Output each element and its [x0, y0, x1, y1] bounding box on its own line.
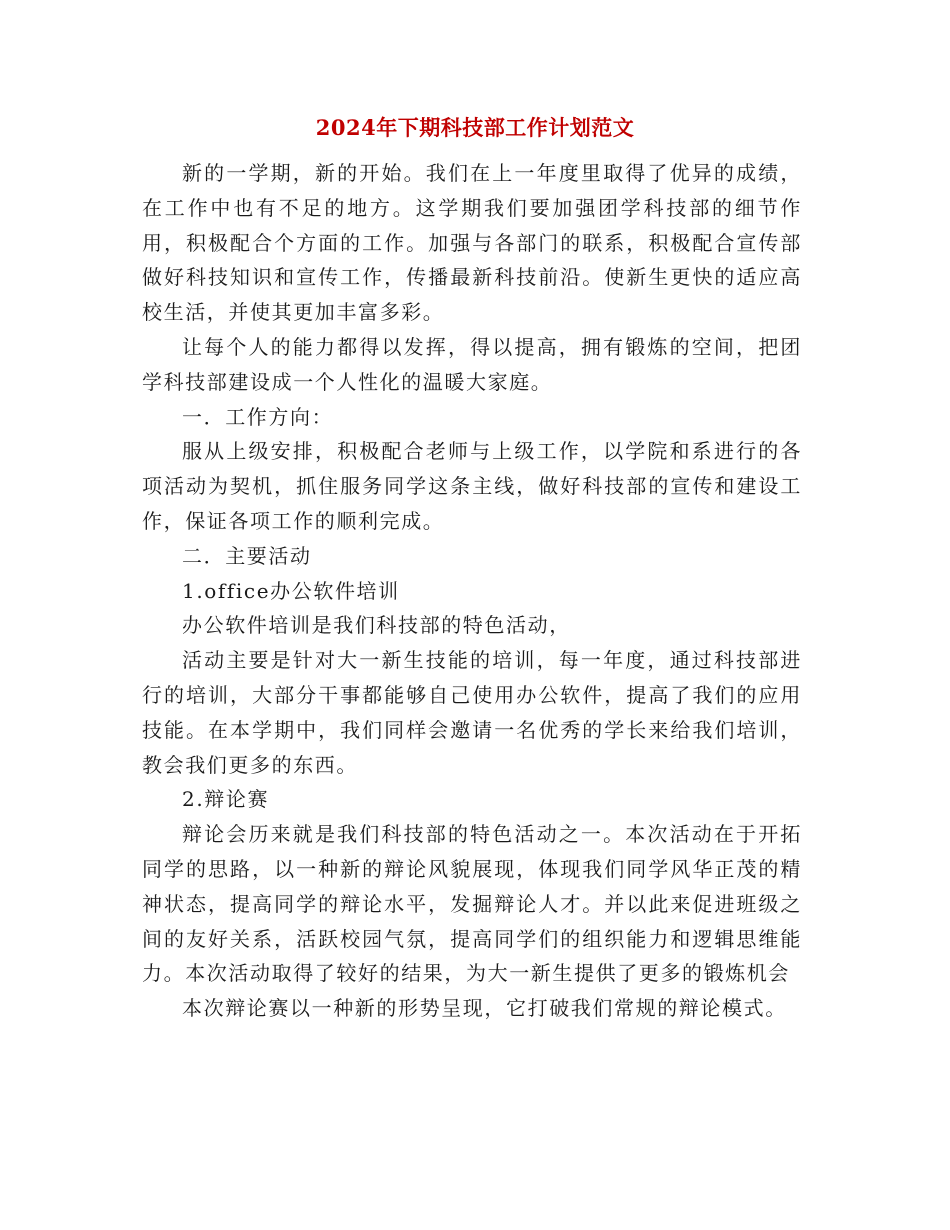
section-heading: 一．工作方向： [182, 404, 334, 429]
paragraph: 新的一学期，新的开始。我们在上一年度里取得了优异的成绩，在工作中也有不足的地方。这学期我们要加强团学科技部的细节作用，积极配合个方面的工作。加强与各部门的联系，积极配合宣传部做好科技知识和宣传工作，传播最新科技前沿。使新生更快的适应高校生活，并使其更加丰富多彩。 [142, 161, 802, 325]
document-body [142, 156, 802, 1026]
document-title: 2024年下期科技部工作计划范文 [315, 115, 635, 140]
paragraph: 本次辩论赛以一种新的形势呈现，它打破我们常规的辩论模式。 [182, 996, 787, 1021]
paragraph: 辩论会历来就是我们科技部的特色活动之一。本次活动在于开拓同学的思路，以一种新的辩论风貌展现，体现我们同学风华正茂的精神状态，提高同学的辩论水平，发掘辩论人才。并以此来促进班级之间的友好关系，活跃校园气氛，提高同学们的组织能力和逻辑思维能力。本次活动取得了较好的结果，为大一新生提供了更多的锻炼机会 [142, 822, 802, 986]
paragraph: 活动主要是针对大一新生技能的培训，每一年度，通过科技部进行的培训，大部分干事都能够自己使用办公软件，提高了我们的应用技能。在本学期中，我们同样会邀请一名优秀的学长来给我们培训，教会我们更多的东西。 [142, 648, 802, 777]
subsection-heading: 1.office办公软件培训 [182, 578, 400, 603]
paragraph: 服从上级安排，积极配合老师与上级工作，以学院和系进行的各项活动为契机，抓住服务同学这条主线，做好科技部的宣传和建设工作，保证各项工作的顺利完成。 [142, 439, 802, 533]
section-heading: 二．主要活动 [182, 543, 312, 568]
paragraph: 让每个人的能力都得以发挥，得以提高，拥有锻炼的空间，把团学科技部建设成一个人性化的温暖大家庭。 [142, 334, 802, 394]
paragraph: 办公软件培训是我们科技部的特色活动， [182, 613, 571, 638]
subsection-heading: 2.辩论赛 [182, 787, 270, 812]
